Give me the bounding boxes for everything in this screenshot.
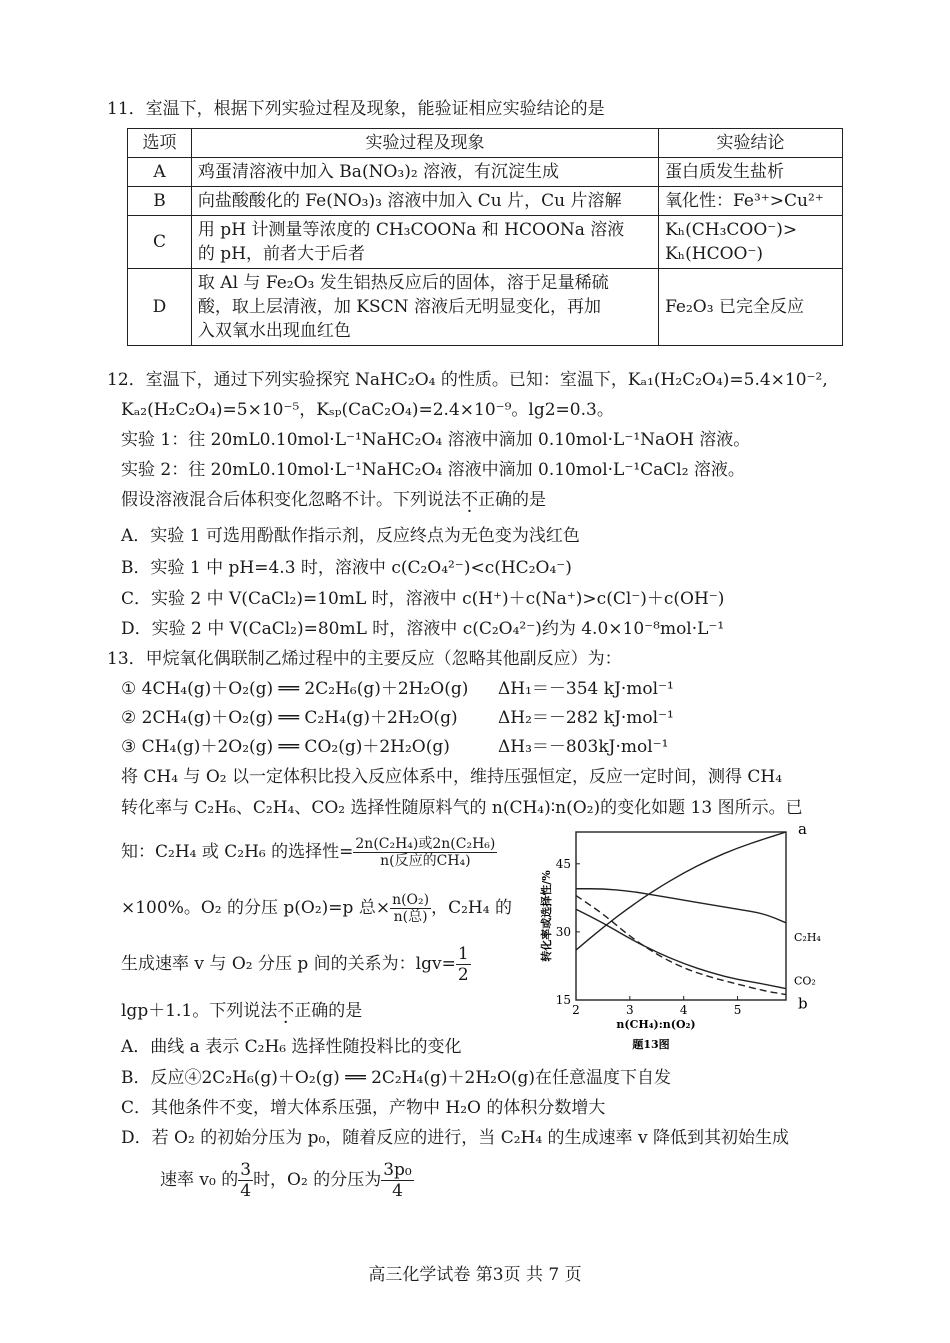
reaction-2-equation: ② 2CH₄(g)＋O₂(g) ══ C₂H₄(g)＋2H₂O(g) <box>121 708 458 728</box>
row-process <box>191 269 658 346</box>
rate-relation-text: 生成速率 v 与 O₂ 分压 p 间的关系为：lgv= <box>121 954 456 974</box>
fraction-numerator: 3 <box>240 1160 252 1180</box>
row-conclusion <box>659 269 843 346</box>
x-tick-label: 4 <box>679 1003 688 1017</box>
header-conclusion: 实验结论 <box>659 129 843 158</box>
reaction-1-equation: ① 4CH₄(g)＋O₂(g) ══ 2C₂H₆(g)＋2H₂O(g) <box>121 679 469 699</box>
reaction-1-enthalpy: ΔH₁＝－354 kJ·mol⁻¹ <box>498 679 674 699</box>
process-line: 入双氧水出现血红色 <box>197 321 351 341</box>
conclusion-line: 蛋白质发生盐析 <box>665 162 785 182</box>
row-option: D <box>128 269 192 346</box>
q12-assume-a: 假设溶液混合后体积变化忽略不计。下列说法 <box>121 490 461 510</box>
curve-label: a <box>798 822 807 838</box>
table-row <box>128 216 843 269</box>
fraction-numerator: n(O₂) <box>392 892 430 908</box>
chart-axes <box>539 832 786 1051</box>
reaction-3-equation: ③ CH₄(g)＋2O₂(g) ══ CO₂(g)＋2H₂O(g) <box>121 737 450 757</box>
q12-option-c: C．实验 2 中 V(CaCl₂)=10mL 时，溶液中 c(H⁺)＋c(Na⁺)>c(Cl⁻)＋c(OH⁻) <box>121 589 725 609</box>
chart-labels <box>794 822 821 1013</box>
row-option: A <box>128 158 192 187</box>
y-axis-label: 转化率或选择性/% <box>540 870 553 962</box>
q12-line2: Kₐ₂(H₂C₂O₄)=5×10⁻⁵，Kₛₚ(CaC₂O₄)=2.4×10⁻⁹。lg2=0.3。 <box>121 400 614 420</box>
fraction-denominator: 2 <box>457 965 469 985</box>
header-option: 选项 <box>128 129 192 158</box>
option-d-mid: 时，O₂ 的分压为 <box>253 1170 382 1190</box>
curve-label: C₂H₄ <box>794 930 821 944</box>
partial-pressure-fraction <box>390 892 431 925</box>
table-row <box>128 187 843 216</box>
page-footer: 高三化学试卷 第3页 共 7 页 <box>368 1265 582 1285</box>
row-option: B <box>128 187 192 216</box>
table-row <box>128 158 843 187</box>
row-conclusion <box>659 187 843 216</box>
row-conclusion <box>659 158 843 187</box>
q13-option-b: B．反应④2C₂H₆(g)＋O₂(g) ══ 2C₂H₄(g)＋2H₂O(g)在任意温度下自发 <box>121 1068 672 1088</box>
conclusion-line: Kₕ(HCOO⁻) <box>665 244 764 264</box>
x-tick-label: 2 <box>572 1003 580 1017</box>
series-line-b <box>576 896 786 995</box>
q12-exp2: 实验 2：往 20mL0.10mol·L⁻¹NaHC₂O₄ 溶液中滴加 0.10mol·L⁻¹CaCl₂ 溶液。 <box>121 460 745 480</box>
row-option: C <box>128 216 192 269</box>
q13-option-a: A．曲线 a 表示 C₂H₆ 选择性随投料比的变化 <box>121 1037 462 1057</box>
conclusion-line: Fe₂O₃ 已完全反应 <box>665 297 804 317</box>
rate-tail-c: 正确的是 <box>294 1001 363 1021</box>
emphasis-not: 不 <box>461 490 478 510</box>
rate-relation-tail <box>121 999 362 1023</box>
chart-caption: 题13图 <box>632 1038 670 1051</box>
conclusion-line: 氧化性：Fe³⁺>Cu²⁺ <box>665 191 824 211</box>
row-process <box>191 216 658 269</box>
series-line-CO₂ <box>576 909 786 988</box>
option-d-fraction-2 <box>381 1160 414 1201</box>
reaction-2-enthalpy: ΔH₂＝－282 kJ·mol⁻¹ <box>498 708 674 728</box>
process-line: 用 pH 计测量等浓度的 CH₃COONa 和 HCOONa 溶液 <box>197 220 625 240</box>
option-d-text: 速率 v₀ 的 <box>160 1170 239 1190</box>
fraction-denominator: n(反应的CH₄) <box>380 853 471 869</box>
fraction-denominator: 4 <box>240 1181 252 1201</box>
header-process: 实验过程及现象 <box>191 129 658 158</box>
q11-stem: 11．室温下，根据下列实验过程及现象，能验证相应实验结论的是 <box>107 99 605 119</box>
row-conclusion <box>659 216 843 269</box>
partial-pressure-definition <box>121 888 512 928</box>
process-line: 向盐酸酸化的 Fe(NO₃)₃ 溶液中加入 Cu 片，Cu 片溶解 <box>197 191 622 211</box>
y-tick-label: 15 <box>555 993 571 1007</box>
rate-tail-a: lgp＋1.1。下列说法 <box>121 1001 278 1021</box>
partial-pressure-text: ×100%。O₂ 的分压 p(O₂)=p 总× <box>121 898 391 918</box>
option-d-fraction <box>238 1160 253 1201</box>
q13-option-d-line1: D．若 O₂ 的初始分压为 p₀，随着反应的进行，当 C₂H₄ 的生成速率 v 降低到其初始生成 <box>121 1128 789 1148</box>
q12-line1: 12．室温下，通过下列实验探究 NaHC₂O₄ 的性质。已知：室温下，Kₐ₁(H₂C₂O₄)=5.4×10⁻², <box>107 370 828 390</box>
q13-option-c: C．其他条件不变，增大体系压强，产物中 H₂O 的体积分数增大 <box>121 1098 606 1118</box>
selectivity-definition <box>121 832 497 872</box>
table-header-row <box>128 129 843 158</box>
q13-paragraph-line1: 将 CH₄ 与 O₂ 以一定体积比投入反应体系中，维持压强恒定，反应一定时间，测得 CH₄ <box>121 767 783 787</box>
q11-table <box>127 128 843 346</box>
process-line: 取 Al 与 Fe₂O₃ 发生铝热反应后的固体，溶于足量稀硫 <box>197 273 609 293</box>
conclusion-line: Kₕ(CH₃COO⁻)> <box>665 220 798 240</box>
fraction-numerator: 2n(C₂H₄)或2n(C₂H₆) <box>355 836 496 852</box>
q12-option-a: A．实验 1 可选用酚酞作指示剂，反应终点为无色变为浅红色 <box>121 526 580 546</box>
table-row <box>128 269 843 346</box>
fraction-denominator: n(总) <box>393 909 428 925</box>
row-process <box>191 187 658 216</box>
curve-label: CO₂ <box>794 974 816 988</box>
figure-13-chart <box>530 822 830 1052</box>
selectivity-text: 知：C₂H₄ 或 C₂H₆ 的选择性= <box>121 842 354 862</box>
reaction-3-enthalpy: ΔH₃＝－803kJ·mol⁻¹ <box>498 737 669 757</box>
rate-fraction <box>456 944 471 985</box>
plot-frame <box>576 832 786 1000</box>
x-tick-label: 5 <box>733 1003 742 1017</box>
q12-option-d: D．实验 2 中 V(CaCl₂)=80mL 时，溶液中 c(C₂O₄²⁻)约为 4.0×10⁻⁸mol·L⁻¹ <box>121 619 725 639</box>
rate-relation <box>121 944 471 985</box>
process-line: 的 pH，前者大于后者 <box>197 244 366 264</box>
q13-paragraph-line2: 转化率与 C₂H₆、C₂H₄、CO₂ 选择性随原料气的 n(CH₄)∶n(O₂)的变化如题 13 图所示。已 <box>121 798 803 818</box>
y-tick-label: 30 <box>555 924 571 939</box>
q12-assume <box>121 488 546 512</box>
series-line-a <box>576 832 786 950</box>
q12-option-b: B．实验 1 中 pH=4.3 时，溶液中 c(C₂O₄²⁻)<c(HC₂O₄⁻) <box>121 558 572 578</box>
curve-label: b <box>798 994 808 1013</box>
chart-series <box>576 832 786 995</box>
selectivity-fraction <box>353 836 497 869</box>
q13-stem: 13．甲烷氧化偶联制乙烯过程中的主要反应（忽略其他副反应）为： <box>107 649 622 669</box>
q12-assume-c: 正确的是 <box>478 490 546 510</box>
emphasis-not: 不 <box>277 1001 295 1021</box>
partial-pressure-tail: ，C₂H₄ 的 <box>431 898 512 918</box>
y-tick-label: 45 <box>555 856 571 871</box>
x-tick-label: 3 <box>626 1003 634 1017</box>
x-axis-label: n(CH₄):n(O₂) <box>616 1018 696 1031</box>
row-process <box>191 158 658 187</box>
q13-option-d-line2 <box>160 1160 414 1201</box>
fraction-numerator: 3p₀ <box>383 1160 412 1180</box>
process-line: 酸，取上层清液，加 KSCN 溶液后无明显变化，再加 <box>197 297 601 317</box>
process-line: 鸡蛋清溶液中加入 Ba(NO₃)₂ 溶液，有沉淀生成 <box>197 162 560 182</box>
q12-exp1: 实验 1：往 20mL0.10mol·L⁻¹NaHC₂O₄ 溶液中滴加 0.10mol·L⁻¹NaOH 溶液。 <box>121 430 751 450</box>
fraction-denominator: 4 <box>392 1181 403 1201</box>
fraction-numerator: 1 <box>457 944 469 964</box>
